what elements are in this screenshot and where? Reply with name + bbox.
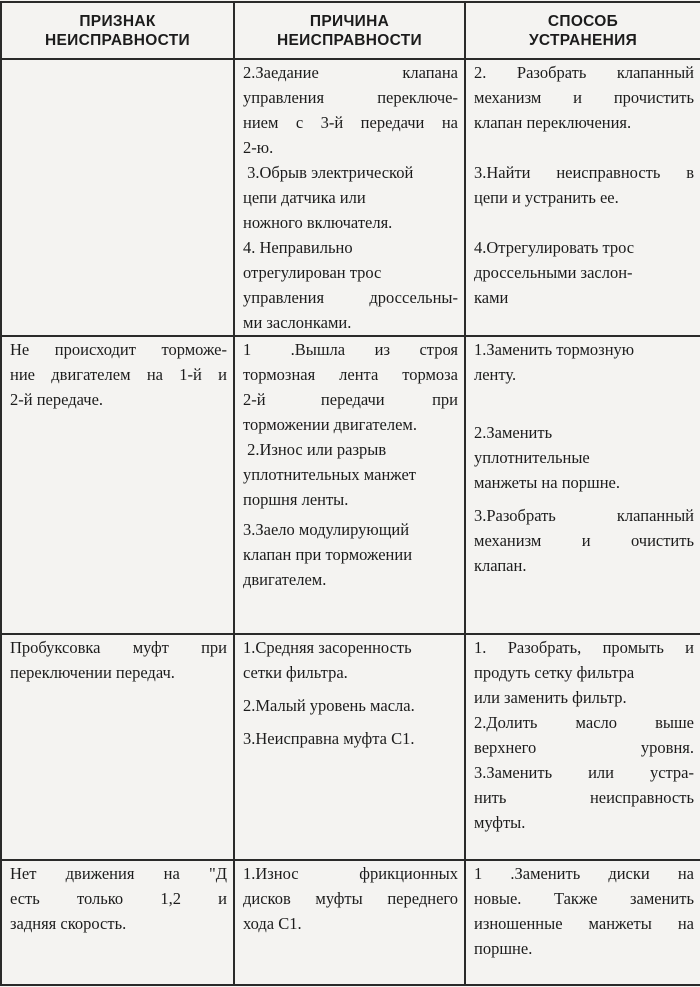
header-text: НЕИСПРАВНОСТИ [45, 31, 190, 49]
cause-cell [234, 634, 465, 860]
cell-line: 2. Разобрать клапанный [474, 63, 694, 82]
cause-cell [234, 860, 465, 985]
cell-line: 3.Заменить или устра- [474, 763, 694, 782]
cell-line: 1.Износ фрикционных [243, 864, 458, 883]
header-text: НЕИСПРАВНОСТИ [277, 31, 422, 49]
remedy-cell [465, 634, 700, 860]
header-text: ПРИЧИНА [309, 12, 390, 30]
cell-line: 1.Средняя засоренность [243, 638, 412, 657]
cell-line: цепи датчика или [243, 188, 366, 207]
cell-line: ми заслонками. [243, 313, 352, 332]
cell-line: ками [474, 288, 509, 307]
header-text: УСТРАНЕНИЯ [528, 31, 638, 49]
cell-line: клапан при торможении [243, 545, 413, 564]
cell-line: нием с 3-й передачи на [243, 113, 458, 132]
cell-line: 1 .Заменить диски на [474, 864, 694, 883]
symptom-cell [1, 59, 234, 336]
cell-line: механизм и прочистить [474, 88, 694, 107]
cell-line: 4.Отрегулировать трос [474, 238, 635, 257]
cause-cell [234, 336, 465, 634]
cell-line: нить неисправность [474, 788, 694, 807]
cell-line: 4. Неправильно [243, 238, 353, 257]
cell-line: ленту. [474, 365, 517, 384]
cell-line: 1.Заменить тормозную [474, 340, 635, 359]
cell-line: или заменить фильтр. [474, 688, 627, 707]
cell-line: клапан переключения. [474, 113, 632, 132]
cell-line: переключении передач. [10, 663, 175, 682]
cell-line: механизм и очистить [474, 531, 694, 550]
remedy-cell [465, 59, 700, 336]
cell-line: 2.Износ или разрыв [243, 440, 387, 459]
cell-line: манжеты на поршне. [474, 473, 621, 492]
header-symptom [1, 2, 234, 59]
cell-line: задняя скорость. [10, 914, 127, 933]
cell-line: 2-ю. [243, 138, 274, 157]
cell-line: 2-й передачи при [243, 390, 458, 409]
table-row [1, 860, 700, 985]
cause-cell [234, 59, 465, 336]
header-cause [234, 2, 465, 59]
cell-line: Нет движения на "Д [10, 864, 227, 883]
cell-line: 3.Найти неисправность в [474, 163, 694, 182]
cell-line: продуть сетку фильтра [474, 663, 635, 682]
header-text: СПОСОБ [547, 12, 619, 30]
cell-line: 2.Заедание клапана [243, 63, 458, 82]
header-row [1, 2, 700, 59]
symptom-cell [1, 634, 234, 860]
cell-line: ножного включателя. [243, 213, 393, 232]
cell-line: новые. Также заменить [474, 889, 694, 908]
cell-line: цепи и устранить ее. [474, 188, 619, 207]
remedy-cell [465, 336, 700, 634]
cell-line: 3.Неисправна муфта С1. [243, 729, 415, 748]
cell-line: 2.Долить масло выше [474, 713, 694, 732]
cell-line: Пробуксовка муфт при [10, 638, 227, 657]
cell-line: Не происходит торможе- [10, 340, 227, 359]
cell-line: 1. Разобрать, промыть и [474, 638, 694, 657]
cell-line: изношенные манжеты на [474, 914, 694, 933]
symptom-cell [1, 336, 234, 634]
table-row [1, 634, 700, 860]
cell-line: клапан. [474, 556, 527, 575]
cell-line: 2.Малый уровень масла. [243, 696, 415, 715]
cell-line: 2-й передаче. [10, 390, 104, 409]
remedy-cell [465, 860, 700, 985]
cell-line: муфты. [474, 813, 526, 832]
cell-line: поршня ленты. [243, 490, 349, 509]
cell-line: управления дроссельны- [243, 288, 458, 307]
cell-line: 3.Обрыв электрической [243, 163, 414, 182]
cell-line: торможении двигателем. [243, 415, 417, 434]
cell-line: верхнего уровня. [474, 738, 694, 757]
header-remedy [465, 2, 700, 59]
cell-line: 3.Заело модулирующий [243, 520, 410, 539]
table-row [1, 59, 700, 336]
cell-line: управления переключе- [243, 88, 458, 107]
cell-line: уплотнительные [474, 448, 590, 467]
cell-line: дроссельными заслон- [474, 263, 633, 282]
cell-line: дисков муфты переднего [243, 889, 458, 908]
table-row [1, 336, 700, 634]
cell-line: сетки фильтра. [243, 663, 348, 682]
cell-line: есть только 1,2 и [10, 889, 227, 908]
symptom-cell [1, 860, 234, 985]
cell-line: двигателем. [243, 570, 327, 589]
cell-line: поршне. [474, 939, 533, 958]
cell-line: 2.Заменить [474, 423, 553, 442]
cell-line: тормозная лента тормоза [243, 365, 458, 384]
cell-line: хода С1. [243, 914, 302, 933]
cell-line: ние двигателем на 1-й и [10, 365, 227, 384]
cell-line: 1 .Вышла из строя [243, 340, 458, 359]
cell-line: отрегулирован трос [243, 263, 382, 282]
fault-table [0, 1, 700, 986]
cell-line: 3.Разобрать клапанный [474, 506, 694, 525]
cell-line: уплотнительных манжет [243, 465, 417, 484]
header-text: ПРИЗНАК [79, 12, 156, 30]
